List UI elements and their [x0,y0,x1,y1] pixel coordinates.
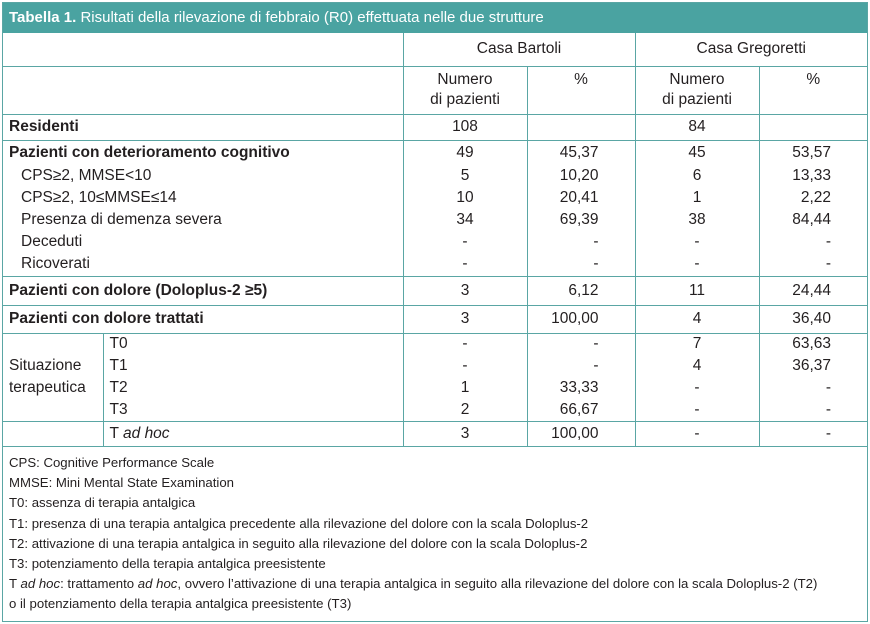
table-row: Pazienti con dolore (Doloplus-2 ≥5) 3 6,12 11 24,44 [3,276,867,305]
table-row: Presenza di demenza severa 34 69,39 38 84,44 [3,209,867,231]
table-row: Situazione terapeutica T0 - - 7 63,63 [3,333,867,355]
row-label: CPS≥2, 10≤MMSE≤14 [21,189,177,206]
note-mmse: MMSE: Mini Mental State Examination [9,475,235,491]
situazione-label: Situazione terapeutica [9,357,86,396]
row-label: T3 [103,399,403,421]
table-row: Deceduti - - - - [3,231,867,253]
table-title-bar [3,3,867,33]
header-casa-bartoli: Casa Bartoli [403,33,635,66]
table-row: Ricoverati - - - - [3,253,867,276]
row-label: Pazienti con deterioramento cognitivo [9,143,290,161]
header-row-groups [3,33,867,66]
row-label: T1 [103,355,403,377]
row-label: Presenza di demenza severa [21,211,222,228]
header-percent-gregoretti: % [759,66,867,114]
table-row: T ad hoc 3 100,00 - - [3,421,867,446]
row-label: Residenti [9,118,79,135]
table-row: Pazienti con deterioramento cognitivo 49 45,37 45 53,57 [3,140,867,165]
table-row: Residenti 108 84 [3,114,867,140]
table-row: T2 1 33,33 - - [3,377,867,399]
header-row-subcolumns [3,66,867,114]
table-number: Tabella 1. [9,9,77,26]
table-title: Risultati della rilevazione di febbraio (R0) effettuata nelle due strutture [80,9,544,26]
note-adhoc-continued: o il potenziamento della terapia antalgica preesistente (T3) [9,596,352,612]
header-percent-bartoli: % [527,66,635,114]
row-label: Pazienti con dolore trattati [9,310,204,327]
note-cps: CPS: Cognitive Performance Scale [9,455,215,470]
table-row: CPS≥2, MMSE<10 5 10,20 6 13,33 [3,165,867,187]
header-numero-gregoretti: Numero di pazienti [635,66,759,114]
row-label: CPS≥2, MMSE<10 [21,167,152,184]
table-frame [2,2,868,622]
results-table [3,33,867,446]
row-label: Deceduti [21,233,83,250]
note-t0: T0: assenza di terapia antalgica [9,495,196,511]
row-label: T0 [103,333,403,355]
table-row: T3 2 66,67 - - [3,399,867,421]
table-notes [3,446,867,615]
header-casa-gregoretti: Casa Gregoretti [635,33,867,66]
note-t3: T3: potenziamento della terapia antalgica preesistente [9,556,326,572]
note-t1: T1: presenza di una terapia antalgica precedente alla rilevazione del dolore con la scala Doloplus-2 [9,515,589,531]
note-t2: T2: attivazione di una terapia antalgica in seguito alla rilevazione del dolore con la scala Doloplus-2 [9,535,588,551]
row-label: T ad hoc [103,421,403,446]
row-label: Ricoverati [21,255,90,273]
note-adhoc: T ad hoc: trattamento ad hoc, ovvero l’attivazione di una terapia antalgica in seguito alla rilevazione del dolore con la scala Doloplus-2 (T2) [9,576,818,592]
header-numero-bartoli: Numero di pazienti [403,66,527,114]
table-row: T1 - - 4 36,37 [3,355,867,377]
table-row: CPS≥2, 10≤MMSE≤14 10 20,41 1 2,22 [3,187,867,209]
row-label: T2 [103,377,403,399]
row-label: Pazienti con dolore (Doloplus-2 ≥5) [9,281,268,299]
table-row: Pazienti con dolore trattati 3 100,00 4 36,40 [3,305,867,333]
